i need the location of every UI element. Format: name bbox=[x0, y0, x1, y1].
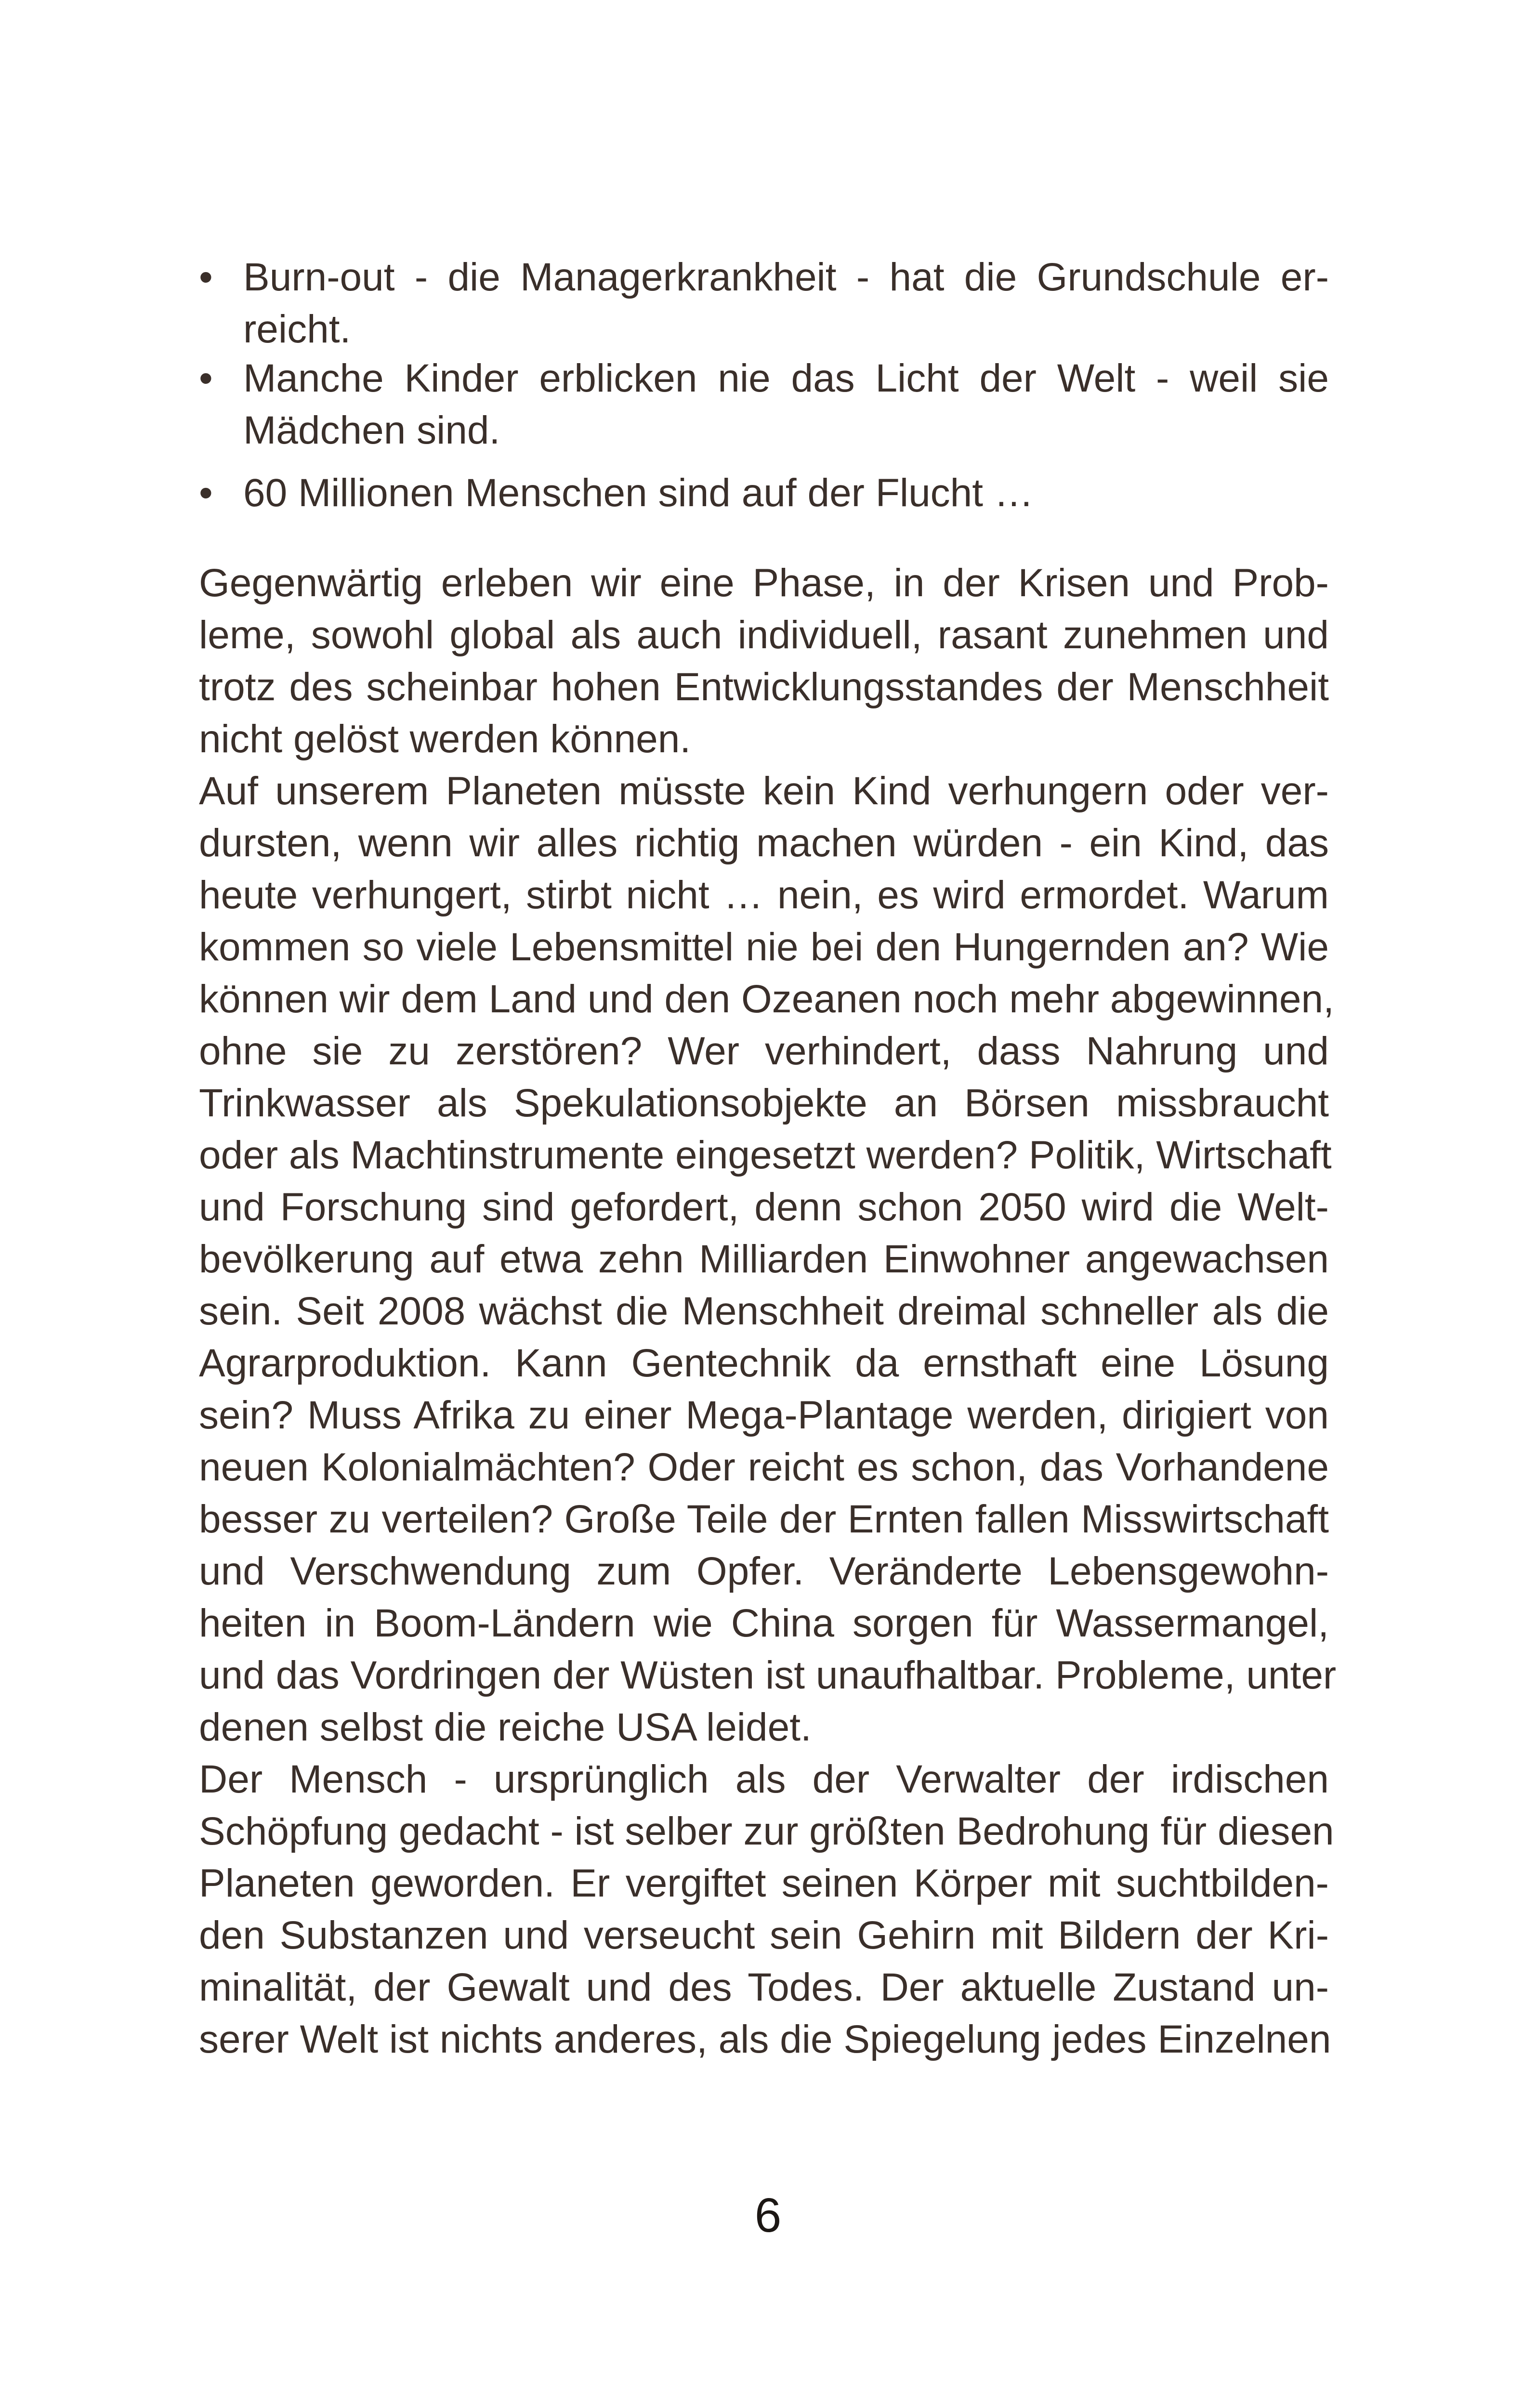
paragraph-line: Gegenwärtig erleben wir eine Phase, in der Krisen und Prob- bbox=[199, 561, 1329, 605]
bullet-icon: • bbox=[199, 356, 213, 400]
paragraph-line: denen selbst die reiche USA leidet. bbox=[199, 1705, 812, 1749]
paragraph-line: minalität, der Gewalt und des Todes. Der aktuelle Zustand un- bbox=[199, 1965, 1329, 2009]
paragraph-line: neuen Kolonialmächten? Oder reicht es schon, das Vorhandene bbox=[199, 1445, 1329, 1489]
paragraph-line: und Verschwendung zum Opfer. Veränderte Lebensgewohn- bbox=[199, 1549, 1329, 1593]
list-item-line: Burn-out - die Managerkrankheit - hat die Grundschule er- bbox=[243, 255, 1329, 299]
paragraph-line: heute verhungert, stirbt nicht … nein, es wird ermordet. Warum bbox=[199, 873, 1329, 917]
paragraph-line: trotz des scheinbar hohen Entwicklungsstandes der Menschheit bbox=[199, 665, 1329, 709]
paragraph-line: dursten, wenn wir alles richtig machen würden - ein Kind, das bbox=[199, 821, 1329, 865]
paragraph-line: können wir dem Land und den Ozeanen noch mehr abgewinnen, bbox=[199, 977, 1334, 1021]
bullet-icon: • bbox=[199, 471, 213, 515]
list-item-line: Manche Kinder erblicken nie das Licht der Welt - weil sie bbox=[243, 356, 1329, 400]
paragraph-line: Auf unserem Planeten müsste kein Kind verhungern oder ver- bbox=[199, 769, 1329, 813]
paragraph-line: serer Welt ist nichts anderes, als die Spiegelung jedes Einzelnen bbox=[199, 2017, 1331, 2061]
list-item-line: Mädchen sind. bbox=[243, 408, 500, 452]
paragraph-line: bevölkerung auf etwa zehn Milliarden Einwohner angewachsen bbox=[199, 1237, 1329, 1281]
bullet-icon: • bbox=[199, 255, 213, 299]
paragraph-line: Der Mensch - ursprünglich als der Verwalter der irdischen bbox=[199, 1757, 1329, 1801]
paragraph-line: sein? Muss Afrika zu einer Mega-Plantage werden, dirigiert von bbox=[199, 1393, 1329, 1437]
paragraph-line: Schöpfung gedacht - ist selber zur größten Bedrohung für diesen bbox=[199, 1809, 1334, 1853]
list-item-line: 60 Millionen Menschen sind auf der Flucht … bbox=[243, 471, 1034, 515]
paragraph-line: oder als Machtinstrumente eingesetzt werden? Politik, Wirtschaft bbox=[199, 1133, 1332, 1177]
paragraph-line: Planeten geworden. Er vergiftet seinen Körper mit suchtbilden- bbox=[199, 1861, 1329, 1905]
paragraph-line: und das Vordringen der Wüsten ist unaufhaltbar. Probleme, unter bbox=[199, 1653, 1337, 1697]
paragraph-line: ohne sie zu zerstören? Wer verhindert, dass Nahrung und bbox=[199, 1029, 1329, 1073]
paragraph-line: den Substanzen und verseucht sein Gehirn mit Bildern der Kri- bbox=[199, 1913, 1329, 1957]
paragraph-line: Trinkwasser als Spekulationsobjekte an Börsen missbraucht bbox=[199, 1081, 1329, 1125]
paragraph-line: nicht gelöst werden können. bbox=[199, 717, 691, 761]
paragraph-line: besser zu verteilen? Große Teile der Ernten fallen Misswirtschaft bbox=[199, 1497, 1329, 1541]
paragraph-line: heiten in Boom-Ländern wie China sorgen für Wassermangel, bbox=[199, 1601, 1329, 1645]
paragraph-line: Agrarproduktion. Kann Gentechnik da ernsthaft eine Lösung bbox=[199, 1341, 1329, 1385]
paragraph-line: kommen so viele Lebensmittel nie bei den Hungernden an? Wie bbox=[199, 925, 1329, 969]
paragraph-line: leme, sowohl global als auch individuell, rasant zunehmen und bbox=[199, 613, 1329, 657]
paragraph-line: sein. Seit 2008 wächst die Menschheit dreimal schneller als die bbox=[199, 1289, 1329, 1333]
paragraph-line: und Forschung sind gefordert, denn schon 2050 wird die Welt- bbox=[199, 1185, 1329, 1229]
page-number: 6 bbox=[754, 2188, 782, 2242]
list-item-line: reicht. bbox=[243, 307, 351, 351]
